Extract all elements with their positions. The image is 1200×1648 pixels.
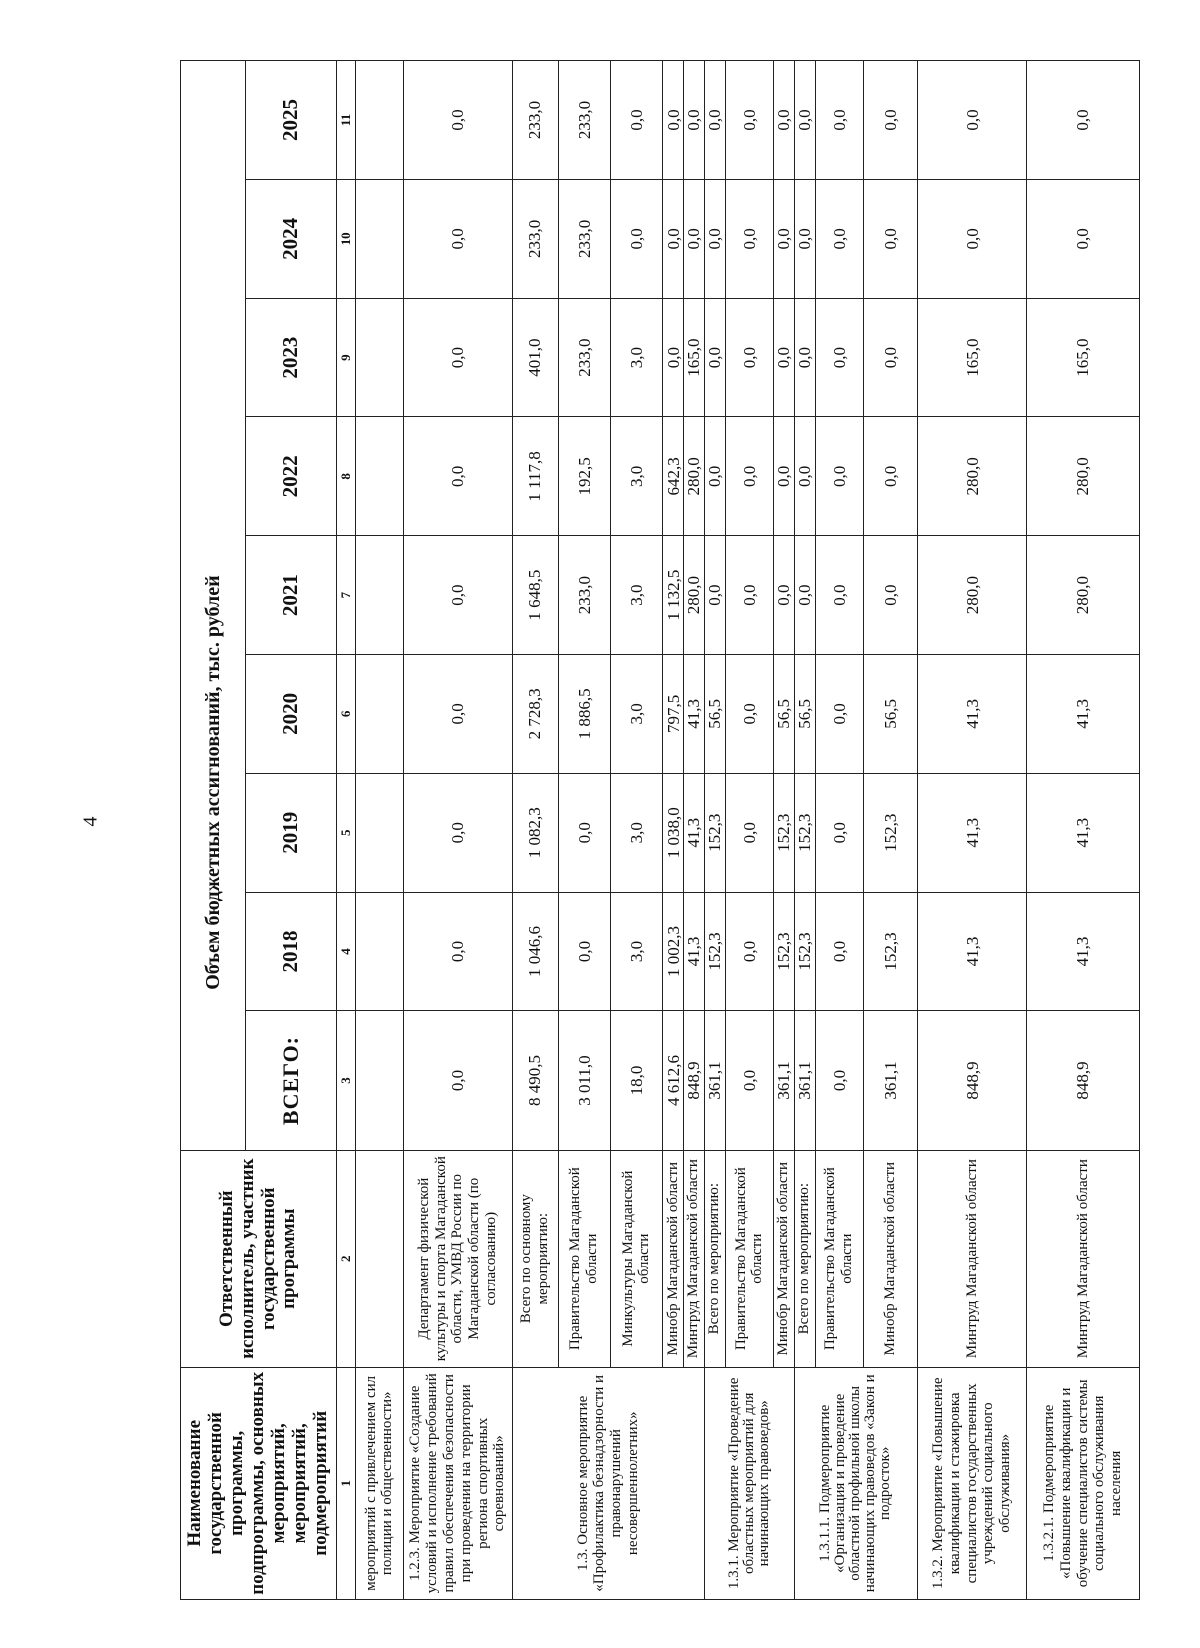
cell-value: 152,3 [863,773,917,892]
header-volume: Объем бюджетных ассигнований, тыс. рублей [181,61,246,1151]
cell-value: 3,0 [610,298,662,417]
cell-value: 3,0 [610,417,662,536]
cell-value: 0,0 [815,179,863,298]
cell-value: 361,1 [773,1011,794,1150]
cell-value: 0,0 [403,892,512,1011]
cell-value: 1 117,8 [512,417,558,536]
cell-value: 3,0 [610,655,662,774]
cell-value: 0,0 [773,61,794,180]
row-executor: Минтруд Магаданской области [918,1150,1027,1367]
cell-value: 0,0 [815,892,863,1011]
cell-value: 41,3 [918,892,1027,1011]
cell-value: 56,5 [794,655,815,774]
cell-value: 361,1 [794,1011,815,1150]
cell-value: 0,0 [815,536,863,655]
cell-value: 0,0 [403,536,512,655]
cell-value: 0,0 [725,179,773,298]
table-row [512,61,558,1600]
cell-value: 233,0 [512,179,558,298]
page-number: 4 [79,816,102,827]
cell-value: 0,0 [815,1011,863,1150]
cell-value: 165,0 [918,298,1027,417]
cell-value: 152,3 [863,892,917,1011]
cell-value: 0,0 [773,536,794,655]
cell-value: 165,0 [683,298,704,417]
cell-value: 0,0 [725,536,773,655]
row-name: 1.3. Основное мероприятие «Профилактика безнадзорности и правонарушений несовершеннолетних» [512,1367,704,1599]
row-executor: Минобр Магаданской области [773,1150,794,1367]
cell-value: 0,0 [725,773,773,892]
table-row [403,61,512,1600]
cell-value: 0,0 [863,61,917,180]
cell-value: 0,0 [815,773,863,892]
header-col2: Ответственный исполнитель, участник государственной программы [181,1150,337,1367]
cell-value: 280,0 [1026,536,1139,655]
row-executor: Минтруд Магаданской области [683,1150,704,1367]
cell-value: 0,0 [704,61,725,180]
column-index: 9 [337,298,356,417]
cell-value: 0,0 [683,61,704,180]
cell-value: 0,0 [663,179,684,298]
header-year: 2018 [245,892,336,1011]
cell-value: 56,5 [863,655,917,774]
row-executor: Минобр Магаданской области [663,1150,684,1367]
cell-value: 361,1 [704,1011,725,1150]
cell-value: 0,0 [773,179,794,298]
header-year: 2019 [245,773,336,892]
cell-value: 0,0 [403,655,512,774]
cell-value: 41,3 [1026,655,1139,774]
cell-value: 233,0 [558,536,610,655]
cell-value: 0,0 [773,298,794,417]
cell-value: 0,0 [403,773,512,892]
header-col1: Наименование государственной программы, подпрограммы, основных мероприятий, мероприятий, подмероприятий [181,1367,337,1599]
row-name: 1.3.2. Мероприятие «Повышение квалификации и стажировка специалистов государственных учреждений социального обслуживания» [918,1367,1027,1599]
cell-value: 642,3 [663,417,684,536]
cell-value: 1 648,5 [512,536,558,655]
cell-value: 0,0 [403,1011,512,1150]
cell-value: 0,0 [725,417,773,536]
cell-value: 1 002,3 [663,892,684,1011]
cell-value: 0,0 [558,892,610,1011]
cell-value: 41,3 [1026,892,1139,1011]
cell-value: 280,0 [683,536,704,655]
budget-table [180,60,1140,1600]
header-year: 2023 [245,298,336,417]
column-index: 11 [337,61,356,180]
cell-value: 401,0 [512,298,558,417]
cell-value: 41,3 [683,892,704,1011]
cell-value: 0,0 [725,1011,773,1150]
header-total: ВСЕГО: [245,1011,336,1150]
table-row [704,61,725,1600]
cell-value: 233,0 [558,61,610,180]
cell-value: 0,0 [863,536,917,655]
cell-value: 0,0 [773,417,794,536]
column-index: 6 [337,655,356,774]
header-year: 2022 [245,417,336,536]
cell-value: 1 046,6 [512,892,558,1011]
row-executor: Правительство Магаданской области [815,1150,863,1367]
cell-value: 152,3 [773,892,794,1011]
cell-value: 165,0 [1026,298,1139,417]
cell-value: 152,3 [704,773,725,892]
cell-value: 0,0 [918,61,1027,180]
cell-value: 0,0 [794,61,815,180]
cell-value: 233,0 [558,179,610,298]
cell-value: 152,3 [794,892,815,1011]
cell-value: 0,0 [663,298,684,417]
header-year: 2024 [245,179,336,298]
row-executor: Правительство Магаданской области [558,1150,610,1367]
cell-value: 8 490,5 [512,1011,558,1150]
cell-value: 0,0 [725,61,773,180]
header-year: 2020 [245,655,336,774]
cell-value: 3 011,0 [558,1011,610,1150]
cell-value: 41,3 [1026,773,1139,892]
cell-value: 0,0 [725,892,773,1011]
cell-value: 0,0 [403,179,512,298]
cell-value: 3,0 [610,773,662,892]
cell-value: 280,0 [1026,417,1139,536]
cell-value: 0,0 [794,536,815,655]
cell-value: 0,0 [403,61,512,180]
cell-value: 0,0 [704,179,725,298]
cell-value: 41,3 [918,773,1027,892]
column-index: 7 [337,536,356,655]
cell-value: 4 612,6 [663,1011,684,1150]
cell-value: 2 728,3 [512,655,558,774]
cell-value: 797,5 [663,655,684,774]
header-year: 2021 [245,536,336,655]
cell-value: 0,0 [815,417,863,536]
cell-value: 280,0 [918,417,1027,536]
column-index: 2 [337,1150,356,1367]
table-row [1026,61,1139,1600]
cell-value: 1 038,0 [663,773,684,892]
cell-value: 41,3 [683,655,704,774]
row-executor: Всего по мероприятию: [704,1150,725,1367]
column-index: 5 [337,773,356,892]
cell-value: 41,3 [918,655,1027,774]
cell-value: 1 132,5 [663,536,684,655]
column-index: 8 [337,417,356,536]
cell-value: 280,0 [683,417,704,536]
cell-value: 0,0 [863,298,917,417]
cell-value: 233,0 [512,61,558,180]
row-executor: Всего по основному мероприятию: [512,1150,558,1367]
cell-value: 0,0 [663,61,684,180]
cell-value: 0,0 [403,298,512,417]
cell-value: 192,5 [558,417,610,536]
cell-value: 56,5 [773,655,794,774]
cell-value: 152,3 [773,773,794,892]
cell-value: 0,0 [558,773,610,892]
cell-value: 0,0 [725,298,773,417]
row-executor: Правительство Магаданской области [725,1150,773,1367]
cell-value: 0,0 [610,179,662,298]
cell-value: 0,0 [610,61,662,180]
cell-value: 0,0 [704,417,725,536]
cell-value: 848,9 [918,1011,1027,1150]
cell-value: 848,9 [683,1011,704,1150]
cell-value: 0,0 [815,61,863,180]
cell-value: 0,0 [863,417,917,536]
cell-value: 0,0 [918,179,1027,298]
cell-value: 361,1 [863,1011,917,1150]
row-name: мероприятий с привлечением сил полиции и общественности» [355,1367,403,1599]
cell-value: 3,0 [610,892,662,1011]
cell-value: 0,0 [794,179,815,298]
column-index: 1 [337,1367,356,1599]
table-row [794,61,815,1600]
cell-value: 0,0 [815,298,863,417]
cell-value: 0,0 [683,179,704,298]
cell-value: 0,0 [725,655,773,774]
cell-value: 0,0 [704,298,725,417]
cell-value: 1 082,3 [512,773,558,892]
column-index: 4 [337,892,356,1011]
row-executor: Минкультуры Магаданской области [610,1150,662,1367]
cell-value: 152,3 [794,773,815,892]
row-executor: Минтруд Магаданской области [1026,1150,1139,1367]
cell-value: 3,0 [610,536,662,655]
row-executor: Всего по мероприятию: [794,1150,815,1367]
cell-value: 0,0 [794,417,815,536]
cell-value: 0,0 [863,179,917,298]
header-year: 2025 [245,61,336,180]
rotated-table-container [180,60,1140,1600]
cell-value: 848,9 [1026,1011,1139,1150]
column-index: 10 [337,179,356,298]
cell-value: 0,0 [704,536,725,655]
cell-value: 0,0 [1026,179,1139,298]
cell-value: 56,5 [704,655,725,774]
row-name: 1.2.3. Мероприятие «Создание условий и исполнение требований правил обеспечения безопасности при проведении на территории региона спортивных соревнований» [403,1367,512,1599]
row-name: 1.3.1. Мероприятие «Проведение областных мероприятий для начинающих правоведов» [704,1367,794,1599]
cell-value: 0,0 [403,417,512,536]
cell-value: 0,0 [1026,61,1139,180]
row-executor: Департамент физической культуры и спорта Магаданской области, УМВД России по Магаданской области (по согласованию) [403,1150,512,1367]
cell-value: 0,0 [794,298,815,417]
column-index: 3 [337,1011,356,1150]
cell-value: 1 886,5 [558,655,610,774]
cell-value: 233,0 [558,298,610,417]
row-executor: Минобр Магаданской области [863,1150,917,1367]
row-name: 1.3.1.1. Подмероприятие «Организация и проведение областной профильной школы начинающих правоведов «Закон и подросток» [794,1367,917,1599]
cell-value: 152,3 [704,892,725,1011]
table-row [918,61,1027,1600]
cell-value: 18,0 [610,1011,662,1150]
cell-value: 41,3 [683,773,704,892]
row-name: 1.3.2.1. Подмероприятие «Повышение квалификации и обучение специалистов системы социального обслуживания населения [1026,1367,1139,1599]
cell-value: 280,0 [918,536,1027,655]
cell-value: 0,0 [815,655,863,774]
